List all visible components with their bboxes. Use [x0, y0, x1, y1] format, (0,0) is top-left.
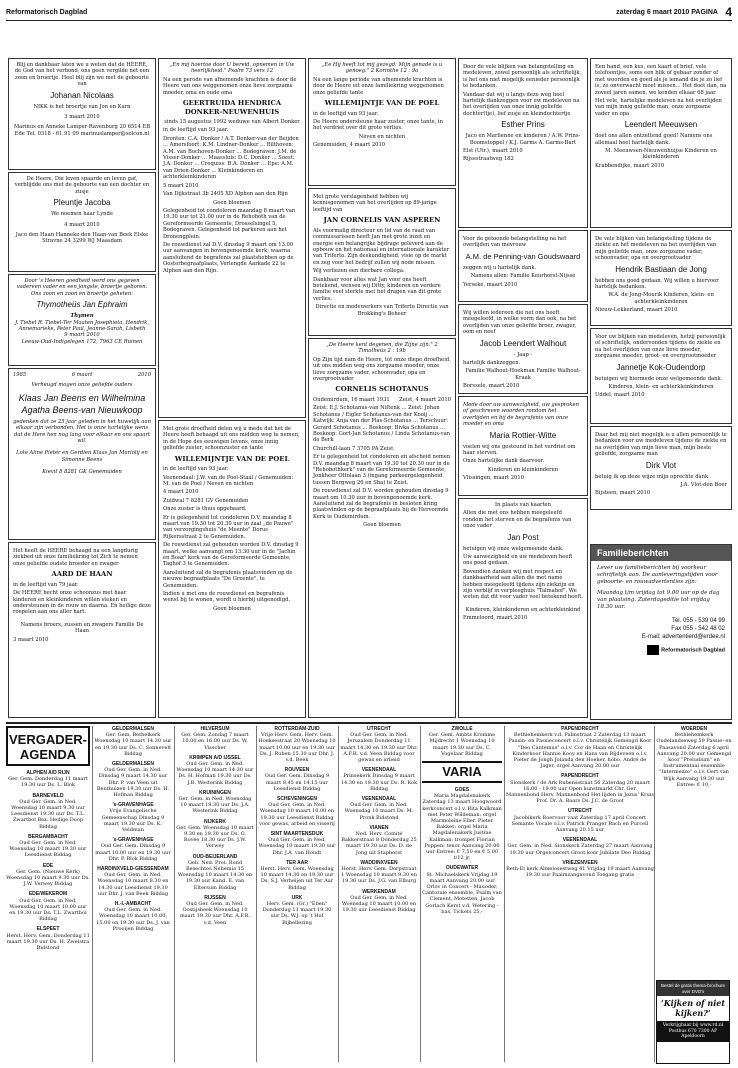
- familieberichten-times: Maandag t/m vrijdag tot 9.00 uur op de dag van plaatsing. Zaterdageditie tot vrijdag 18.30 uur.: [597, 590, 720, 610]
- agenda-entry: [340, 825, 418, 856]
- column-rule: [504, 726, 505, 1062]
- agenda-entry-place: UTRECHT: [568, 808, 592, 815]
- agenda-entry-details: Geb. Ned. Prot. Bond Besechtes Nehemia 15 Woensdag 10 maart 14.30 en 19.30 uur Kand. E. van Eltersum Biddag: [177, 859, 253, 891]
- agenda-entry-place: VRIEZENVEEN: [562, 859, 598, 866]
- page-number: 4: [725, 5, 732, 19]
- agenda-entry-details: Ger. Gem. Bethelkerk Woensdag 10 maart 14.30 uur en 19.30 uur Ds. C. Sonnevelt Biddag: [94, 732, 172, 757]
- agenda-entry: [258, 767, 336, 792]
- agenda-entry-place: RIJSSEN: [204, 894, 226, 901]
- thanks-ad-dirk-vlot: Daar het mij niet mogelijk is u allen persoonlijk te bedanken voor uw medeleven tijdens de ziekte en na overlijden van mijn lieve man, mijn beste geliefde, zorgzame man Dirk Vlot betuig ik op deze wijze mijn oprechte dank. J.A. Vlot-den Boer Bijsteen, maart 2010: [590, 426, 732, 510]
- agenda-entry: [176, 854, 254, 891]
- familieberichten-box: [590, 544, 732, 720]
- agenda-entry-details: Oud Ger. Gem. in Ned. Oostijsbeek Woensdag 10 maart 19.30 uur Dhr. A.F.R. v.d. Veen: [179, 901, 251, 926]
- agenda-entry-place: SINT MAARTENSDIJK: [270, 831, 324, 838]
- agenda-entry: [656, 726, 732, 788]
- column-rule: [420, 726, 421, 1062]
- agenda-entry: [94, 866, 172, 897]
- agenda-entry-details: Ger. Gem. Woensdag 10 maart 9.30 en 19.30 uur Ds. G. Bovée 18.30 uur Ds. J.W. Verwey: [176, 824, 254, 850]
- agenda-entry-details: Maria Magdalenakerk Zaterdag 13 maart Hoogwoord kerkconcert o.l.v. Rita Kalkman met Peter Wildeman: orgel Marmoleine Eller, Pieter Bakker: orgel Maria Magdalenakerk Justine Kalkman: trompet Florian Poppen: tenor Aanvang 20.00 uur Entree: € 7,50 en € 5,00 t/12 jr.: [422, 793, 502, 862]
- agenda-entry: [506, 773, 654, 804]
- agenda-entry-place: GELDERMALSEN: [112, 761, 154, 768]
- column-rule: [174, 726, 175, 1062]
- agenda-entry-place: VIANEN: [369, 824, 389, 831]
- agenda-divider: [6, 722, 732, 724]
- birth-ad-pleuntje: De Heere, Die leven spaarde en leven gaf, verblijdde ons met de geboorte van een dochter en zusje Pleuntje Jacoba We noemen haar Lynde 4 maart 2010 Jaco den Haan Hanneke den Haan-van Beek Elske Stravne 24 3299 WJ Maasdam: [8, 172, 156, 272]
- agenda-column-8: [656, 726, 732, 976]
- agenda-entry-place: WADDINXVEEN: [360, 859, 398, 866]
- agenda-entry-details: Oud Ger. Gem. in Ned. Dinsdag 9 maart 14.30 uur Dhr. P. van Veen uit Benthuizen 19.30 uur Ds. H. Hofman Biddag: [96, 767, 170, 799]
- agenda-entry-details: Herv. Gem. (Gr.) "Eben" Donderdag 11 maart 19.30 uur Ds. W.J. op 't Hof Bijbellezing: [262, 901, 332, 926]
- agenda-entry: [94, 726, 172, 757]
- agenda-entry-details: Oud Ger. Gem. in Ned. Woensdag 10 maart Ds. M. Pronk Bidstond: [344, 802, 414, 821]
- agenda-entry-place: ROTTERDAM-ZUID: [274, 726, 320, 732]
- agenda-column-7: [506, 726, 654, 1062]
- agenda-entry: [6, 793, 90, 830]
- promo-contact: Verkrijgbaar bij www.rd.nl Postbus 670 7300 AP Apeldoorn: [657, 1021, 729, 1042]
- death-ad-donker-neuwenhuis: „En mij hoertoe door U bereid, opnemen in Uw heerlijkheid." Psalm 73 vers 12 Na een perode van afnemende krachten is door de Heere van ons weggenomen onze lieve zorgzame moeder, oma en oude oma GEERTRUIDA HENDRICA DONKER-NEUWENHUIS sinds 15 augustus 1992 weduwe van Albert Donker in de leeftijd van 93 jaar. Dronten: C.A. Donker / A.T. Donker-van der Beijden ... Amersfoort: K.M. Lindner-Donker ... Bilthoven: A.M. van Bochoven-Donker ... Bodegraven: J.M. de Visser-Donker ... Maassluis: D.C. Donker ... Soest: J.A. Donker ... Croquiss: B.A. Donker ... Epe: A.M. van Drien-Donker ... Kleinkinderen en achterkleinkinderen 5 maart 2010 Van Dijkstraat 3b 2405 XD Alphen aan den Rijn Geen bloemen Gelegenheid tot condoleren maandag 8 maart van 19.30 uur tot 21.00 uur in de Rehoboth van de Gereformeerde Gemeente, Drosselsingel 5, Bodegraven. Gelegenheid tot parkeren aan het Dronengplein. De rouwdienst zal D.V. dinsdag 9 maart om 13.00 uur aanvangen in bovengenoemde kerk; waarna aansluitend de begrafenis zal plaatshebben op de Oosterbegraafplaats, Verlengde Aarkade 22 te Alphen aan den Rijn.: [158, 58, 306, 418]
- agenda-entry-place: OUD-BEIJERLAND: [192, 853, 238, 860]
- agenda-title: VERGADER-AGENDA: [6, 726, 90, 766]
- agenda-entry: [258, 796, 336, 827]
- death-ad-schotanus: „De Heere kent degenen, die Zijne zijn." 2 Timotheüs 2 : 19b Op Zijn tijd nam de Heere, tot onze diepe droefheid, uit ons midden weg ons zorgzame moeder, onze lieve zorgzame vader, schoonvader, opa en overgrootvader CORNELIS SCHOTANUS Oudemirdum, 16 maart 1931 Zeist, 4 maart 2010 Zeist: E.J. Schotanus-van Niftenk ... Zeist: Johan Schotanus / Eigler Schotanus-van der Kooij ... Katwijk: Anja van der Plas-Schotanus ... Terschuur: Gerard Schotanus ... Boskoop: Bivka Schotanus ... Boskoop: Gort-Jan Schotanus / Linda Schotanus-van de Berk Churchill-laan 7 3705 PA Zeist Er is gelegenheid tot condoleren en afscheid nemen D.V. maandag 8 maart van 19.30 tot 20.30 uur in de "Rehobothkerk" van de Gereformeerde Gemeente, Jonkheer Ottolaan 3 (ingang parkeergelegenheid tussen Bergweg 26 en Sba) te Zeist. De rouwdienst zal D.V. worden gehouden dinsdag 9 maart om 10.30 uur in bovengenoemde kerk. Aansluitend zal de begrafenis in besloten kring plaatsvinden op de begraafplaats bij de Hervormde Kerk te Oudemirdum. Geen bloemen: [308, 338, 456, 718]
- agenda-entry-details: Herst. Herv. Gem. Woensdag 10 maart 14.30 en 19.30 uur Ds. S.J. Verheijen uit Ter Aar Biddag: [260, 866, 334, 891]
- agenda-entry: [422, 865, 502, 915]
- agenda-entry-place: 's-GRAVENHAGE: [112, 802, 154, 809]
- agenda-entry-place: VARIA: [422, 761, 502, 783]
- death-ad-tante-van-de-poel: „Ee Hij heeft tot mij gezegd: Mijn genade is u genoeg." 2 Korinthe 12 : 9a Na een lange periode van afnemende krachten is door de Heere uit onze familiekring weggenomen onze geliefde tante WILLEMIJNTJE VAN DE POEL in de leeftijd van 93 jaar. De Heere ondersteune haar zuster, onze tante, in het verdriet over dit grote verlies. Neven en nichten Genemuiden, 4 maart 2010: [308, 58, 456, 186]
- agenda-entry: [506, 860, 654, 879]
- page-date: zaterdag 6 maart 2010 PAGINA: [616, 9, 718, 16]
- agenda-entry-place: BERGAMBACHT: [28, 833, 68, 840]
- agenda-entry-place: TER AAR: [285, 859, 309, 866]
- agenda-entry-place: KRIMPEN A/D IJSSEL: [189, 754, 241, 761]
- publication-name: Reformatorisch Dagblad: [6, 9, 88, 16]
- agenda-entry: [506, 837, 654, 856]
- promo-title: ‘Kijken of niet kijken?’: [660, 998, 726, 1018]
- agenda-entry-place: EDE: [42, 862, 54, 869]
- agenda-column-1: [6, 770, 90, 1062]
- agenda-entry: [176, 726, 254, 751]
- agenda-entry: [6, 834, 90, 859]
- agenda-entry-details: Oud Ger. Gem. in Ned. Woensdag 10 maart 19.30 uur Dhr. J.A. van Houdt: [258, 837, 336, 856]
- agenda-entry: [258, 860, 336, 891]
- agenda-entry: [340, 860, 418, 885]
- agenda-entry-details: Ger. Gem. Zondag 7 maart 10.00 en 16.00 uur Ds. W. Visscher: [181, 732, 249, 751]
- familieberichten-title: Familieberichten: [591, 545, 731, 561]
- agenda-entry-place: HARDINXVELD-GIESSENDAM: [97, 866, 169, 873]
- thanks-ad-meeuwsen: Een hand, een kus, een kaart of brief, vele telefoontjes, soms een blik of gebaar zonder of met woorden en goed als je iemand die je zo lief is, zo onverwacht moet missen... Het doet dan, na zoveel jaren samen, we kenden elkaar 68 jaar. Het vele, hartelijke medeleven na het overlijden van mijn innig geliefde man, onze zorgzame vader en opa Leendert Meeuwsen doet ons allen ontzettend goed! Namens ons allemaal heel hartelijk dank. M. Meeuwsen-Nieuwenhuijse Kinderen en kleinkinderen Krabbendijke, maart 2010: [590, 58, 732, 228]
- agenda-entry-place: ELSPEET: [36, 926, 60, 933]
- death-ad-van-asperen: Met grote verslagenheid hebben wij kennisgenomen van het overlijden op 89-jarige leeftijd van JAN CORNELIS VAN ASPEREN Als voormalig directeur en lid van de raad van commissarissen heeft Jan met grote inzet en energie een belangrijke bijdrage geleverd aan de opbouw en het nationaal en internationale karakter van Triferto. Zijn deskundigheid, visie op de markt en zeg voor het bedrijf zullen wij node missen. Wij verliezen een dierbare collega. Dankbaar voor alles wat Jan voor ons heeft betekend, wensen wij Ditty, kinderen en verdere familie veel sterkte met het dragen van dit grote verlies. Directie en medewerkers van Triferto Directie van Brokking's Beheer: [308, 188, 456, 336]
- agenda-entry-place: EDE/WEKEROM: [28, 891, 68, 898]
- agenda-entry: [94, 802, 172, 833]
- agenda-entry-details: Vrije Herv. Gem. Herv. Gem. Hoeksestraat 20 Woensdag 10 maart 10.00 uur en 19.30 uur Ds. J. Ruben 15.30 uur Dhr. J. v.d. Beek: [258, 732, 336, 764]
- agenda-entry-details: Oud Ger. Gem. in Ned. Woensdag 10 maart 19.30 uur Leesdienst Biddag: [9, 840, 87, 859]
- agenda-entry: [6, 891, 90, 922]
- rd-logo: Reformatorisch Dagblad: [597, 645, 725, 655]
- agenda-entry-place: NIJKERK: [204, 818, 226, 825]
- thanks-ad-kok-oudendorp: Voor uw blijken van medeleven, hetzij persoonlijk of schriftelijk, ondervonden tijdens de ziekte en na het overlijden van onze lieve moeder, zorgzame moeder, groot- en overgrootmoeder Jannetje Kok-Oudendorp betuigen wij hiermede onze welgemeende dank. Kinderen, klein- en achterkleinkinderen Uddel, maart 2010: [590, 328, 732, 424]
- agenda-entry-place: GELDERMALSEN: [112, 726, 154, 732]
- thanks-ad-de-jong: De vele blijken van belangstelling tijdens de ziekte en het medeleven na het overlijden van mijn geliefde man, onze zorgzame vader, schoonvader, opa en overgrootvader Hendrik Bastiaan de Jong hebben ons goed gedaan. Wij willen u hiervoor hartelijk bedanken. W.A. de Jong-Mourik Kinderen, klein- en achterkleinkinderen Nieuw-Lekkerland, maart 2010: [590, 230, 732, 326]
- familieberichten-text: Lever uw familieberichten bij voorkeur schriftelijk aan. De aanleveringstijden voor geboorte- en rouwadvertenties zijn:: [597, 565, 718, 585]
- agenda-entry-place: OUDEWATER: [445, 865, 479, 872]
- thanks-ad-rottier-witte: Mede door uw aanwezigheid, uw gesproken of geschreven woorden rondom het overlijden en bij de begrafenis van onze moeder en oma Maria Rottier-Witte voelen wij ons gesteund in het verdriet om haar sterven. Onze hartelijke dank daarvoor. Kinderen en kleinkinderen Vlissingen, maart 2010: [458, 396, 588, 496]
- agenda-entry-details: Oud Ger. Gem. in Ned. Woensdag 10 maart 10.00 en 19.30 uur Leesdienst Biddag: [341, 894, 417, 914]
- varia-heading: [422, 761, 502, 783]
- agenda-entry-place: 's-GRAVENHAGE: [112, 837, 154, 844]
- agenda-entry-details: Ger. Gem. in Ned. Sionskerk Zaterdag 27 maart Aanvang 19.30 uur Orgelconcert Groot koor Jubilate Deo Biddag: [507, 843, 653, 856]
- column-rule: [338, 726, 339, 1062]
- agenda-entry-place: PAPENDRECHT: [561, 773, 599, 780]
- agenda-entry: [94, 837, 172, 862]
- agenda-entry-details: Jacobikerk Boervoor vaat Zaterdag 17 april Concert Semante Vocale o.l.v. Patrick Pranger Bach en Purcell Aanvang 20.15 uur: [511, 814, 649, 834]
- agenda-entry: [340, 726, 418, 763]
- agenda-entry-place: HILVERSUM: [200, 726, 230, 732]
- agenda-entry-place: H.-I.-AMBACHT: [114, 901, 152, 908]
- promo-heading: Bestel de gratis thema-brochure over DVD's: [657, 981, 729, 996]
- agenda-entry-place: UTRECHT: [367, 726, 391, 732]
- agenda-entry-details: Bethlehemkerk v.d. Palmstraat 2 Zaterdag 13 maart Paasin- en Passieconcert o.l.v. Christelijk Gemengd Koor "Deo Cantemus" o.l.v. Cor de Haan en Christelijk Kinderkoor Hannie Kooy en Hans van Bijdeveen o.l.v. Pieter de Jongh Jolanda den Hoeker, hobo, André de Jager, orgel Aanvang 20.00 uur: [508, 732, 652, 770]
- agenda-entry-details: Oud Ger. Gem. in Ned. Woensdag 10 maart 10.00 uur en 19.30 uur Ds. T.L. Zwartbol Biddag: [9, 897, 87, 923]
- thanks-ad-esther-prins: Door de vele blijken van belangstelling en medeleven, zowel persoonlijk als schriftelijk, is het ons niet mogelijk eenieder persoonlijk te bedanken. Vandaar dat wij u langs deze weg heel hartelijk dankzeggen voor uw medeleven na het overlijden van onze innig geliefde dochter(tje), lief zusje en kleindochtertje Esther Prins Jaco en Marlienne en kinderen / A.W. Prins-Boomstoppel / K.J. Garms A. Garms-Bart Elst (Utr.), maart 2010 Rijsestraatweg 182: [458, 58, 588, 228]
- agenda-entry-details: Herst. Herv. Gem. Donderdag 11 maart 19.30 uur Ds. H. Zweistra Bidstond: [6, 932, 90, 952]
- birth-ad-johanan: Blij en dankbaar laten we u weten dat de HEERE, de God van het verbond, ons geen vergilde net een zoon en broertje. Heel blij zijn we met de geboorte van Johanan Nicolaas NIKK is het broertje van Jon en Karn 3 maart 2010 Marinus en Anneke Lamper-Ravenburg 20 6514 EB Ede Tel. 0318 - 61 91 09 marinuslamper@solcon.nl: [8, 58, 156, 170]
- column-rule: [654, 726, 655, 1062]
- anniversary-ad-beens: 1985 6 maart 2010 Verheugd mogen onze geliefde ouders Klaas Jan Beens en Wilhelmina Agatha Beens-van Nieuwkoop gedenken dat ze 25 jaar geleden in het huwelijk aan elkaar zijn verbonden. Het is onze hartelijke wens dat de Here hen nog lang voor elkaar en ons spaart wil. Lote Aline Pieter en Gerdien Klaas Jan Mariolij en Simonne Beens Kievit 8 8281 GK Genemuiden: [8, 368, 156, 540]
- agenda-entry-place: SCHEVENINGEN: [276, 796, 317, 803]
- agenda-entry: [258, 831, 336, 856]
- agenda-entry-place: VEENENDAAL: [361, 767, 397, 774]
- fax-number: Fax 055 - 542 48 02: [671, 626, 725, 632]
- phone-number: Tel. 055 - 539 04 99: [671, 618, 725, 624]
- agenda-entry-place: WOERDEN: [680, 726, 708, 732]
- agenda-column-5: [340, 726, 418, 1062]
- agenda-entry-details: Herst. Herv. Gem. Dorpstraat 1 Woensdag 10 maart 9.30 en 19.30 uur Ds. J.G. van Elburg: [341, 866, 417, 885]
- agenda-entry-details: Ger. Gem. Ambtz Kromme Mijdrecht 1 Woensdag 10 maart 19.30 uur Ds. C. Vogelaar Biddag: [428, 732, 496, 757]
- agenda-entry-place: BARNEVELD: [32, 792, 64, 799]
- agenda-column-3: [176, 726, 254, 1062]
- agenda-entry: [94, 761, 172, 798]
- agenda-entry: [176, 790, 254, 815]
- agenda-entry-details: Oud Ger. Gem. in Ned. Woensdag 10 maart 9.30 uur Leesdienst 19.30 uur Ds. T.L. Zwartbol Bez. Heilige Doop Biddag: [10, 798, 86, 830]
- agenda-entry-details: Beth-El kerk Almelosestweg 41 Vrijdag 19 maart Aanvang 19.30 uur Paalmzangavond Toegang gratis: [506, 866, 654, 879]
- agenda-entry-details: Ger. Gem. Donderdag 11 maart 19.30 uur Ds. L. Blok: [8, 776, 88, 789]
- agenda-entry: [6, 770, 90, 789]
- agenda-entry-details: Sionskerk / de Ark Rubensstraat 56 Zaterdag 20 maart 16.00 - 19.00 uur Open kunstmarkt Chr. Ger. Mannenbond Herv. Mannenbond Het lijden in Jezus' Kruis Prof. Dr. A. Baars Ds. J.C. de Groot: [506, 779, 654, 805]
- thanks-ad-de-penning: Voor de getoonde belangstelling na het overlijden van mevrouw A.M. de Penning-van Goudswaard zeggen wij u hartelijk dank. Namens allen: Familie Keurhorst-Nijsse Yerseke, maart 2010: [458, 230, 588, 302]
- agenda-entry-place: VEENENDAAL: [361, 796, 397, 803]
- agenda-entry-place: URK: [291, 894, 303, 901]
- agenda-entry-details: Oud Ger. Gem. in Ned. Woensdag 10 maart 10.00, 15.00 en 19.30 uur Ds. J. van Prooijen Biddag: [96, 907, 170, 932]
- agenda-entry: [258, 726, 336, 763]
- agenda-entry: [340, 767, 418, 792]
- agenda-entry: [340, 889, 418, 914]
- agenda-entry-place: ROUVEEN: [284, 767, 310, 774]
- agenda-entry: [94, 901, 172, 932]
- agenda-entry-details: Ger. Gem. in Ned. Woensdag 10 maart 19.30 uur Ds. J.A. Westerink Biddag: [178, 796, 252, 815]
- agenda-entry-place: GOES: [454, 787, 470, 794]
- agenda-entry: [176, 895, 254, 926]
- thanks-ad-walhout: Wij willen iedereen die net ons heeft meegeleefd, in welke vorm dan ook, na het overlijden van onze geliefde broer, zwager, oom en neef Jacob Leendert Walhout - Jaap - hartelijk dankzeggen. Familie Walhout-Hoekman Familie Walhout-Kraak Borssele, maart 2010: [458, 304, 588, 394]
- agenda-entry-details: Oud Ger. Gem. in Ned. Jeruzalem Donderdag 11 maart 14.30 en 19.30 uur Dhr. A.F.R. v.d. Veen Biddag voor gewas en arbeid: [340, 732, 418, 764]
- page-header: [6, 6, 732, 21]
- agenda-entry: [6, 863, 90, 888]
- agenda-entry-place: WERKENDAM: [362, 888, 396, 895]
- agenda-entry: [258, 895, 336, 926]
- agenda-entry-details: Ger. Gem. (Nieuwe Kerk) Woensdag 10 maart 9.30 uur Ds. J.W. Verwey Biddag: [6, 868, 90, 888]
- column-rule: [92, 726, 93, 1062]
- agenda-entry-place: ALPHEN A/D RIJN: [26, 770, 70, 776]
- agenda-entry: [340, 796, 418, 821]
- agenda-entry-place: KRUININGEN: [199, 789, 231, 796]
- death-ad-van-de-poel: Met grote droefheid delen wij u mede dat het de Heere heeft behaagd uit ons midden weg te nemen, in de Hope des eeuwigen levens, onze innig geliefde zuster, schoonzuster en tante WILLEMIJNTJE VAN DE POEL in de leeftijd van 93 jaar. Veenendaal: J.W. van de Poel-Staal / Genemuiden: M. van de Poel / Neven en nichten 4 maart 2010 Zuidwal 7 8281 GV Genemuiden Onze zuster is thuis opgebaard. Er is gelegenheid tot condoleren D.V. maandag 8 maart van 19.30 tot 20.30 uur in zaal „de Pauwe" van verzorgingshuis "de Meente" Dorus Rijkersstraat 2 te Genemuiden. De rouwdienst zal gehouden worden D.V. dinsdag 9 maart, welke aanvangt om 13.30 uur in de "Jachin en Boaz" kerk van de Gereformeerde Gemeente, Taghof 3 te Genemuiden. Aansluitend zal de begrafenis plaatsvinden op de nieuwe begraafplaats "De Greente", te Genemuiden. Indien u met ons de rouwdienst en begrafenis wenst bij te wonen, wordt u hierbij uitgenodigd. Geen bloemen: [158, 420, 306, 718]
- email-address[interactable]: E-mail: advertentierd@erdee.nl: [641, 634, 725, 640]
- agenda-entry: [422, 787, 502, 861]
- agenda-entry-details: Oud Ger. Gem. in Ned. Woensdag 10 maart 14.30 uur Ds. H. Hofman 19.30 uur Ds. J.B. Westerink Biddag: [176, 761, 254, 786]
- agenda-entry-place: PAPENDRECHT: [561, 726, 599, 732]
- column-rule: [256, 726, 257, 1062]
- agenda-entry-details: Oud Ger. Gem. in Ned. Woensdag 10 maart 8.30 en 14.30 uur Leesdienst 19.30 uur Dhr. J. van Beek Biddag: [97, 872, 169, 897]
- agenda-entry: [422, 726, 502, 757]
- agenda-column-2: [94, 726, 172, 1062]
- agenda-entry: [6, 926, 90, 951]
- agenda-column-6: [422, 726, 502, 1062]
- brochure-promo[interactable]: [656, 980, 730, 1064]
- agenda-entry: [506, 808, 654, 833]
- rd-logo-mark-icon: [647, 645, 659, 655]
- agenda-entry-details: Vrije Evangelische Gemeenschap Dinsdag 9 maart 19.30 uur Ds. K. Veldman: [101, 808, 165, 834]
- agenda-entry-details: Prinsekerk Dinsdag 9 maart 14.30 en 19.30 uur Ds. R. Kok Biddag: [340, 773, 418, 792]
- agenda-entry-place: ZWOLLE: [451, 726, 473, 732]
- agenda-entry: [506, 726, 654, 769]
- agenda-entry-details: Bethlehemkerk Oudelandseweg 59 Passie- en Paasavond Zaterdag 6 april Aanvang 20.00 uur Gemengd koor "Preludium" en Instrumentaal ensemble "Intermezzo" o.l.v. Gert van Wijk Aanvang 19.30 uur Entree: € 10,-: [656, 732, 732, 788]
- agenda-entry-details: St. Michaelskerk Vrijdag 19 maart Aanvang 20.00 uur Orlov in Concert - Mauoder, Cantorale ensemble, Psalm van Clement, Motetten, Jacob Gorlach Kerst v.d. Wetering - bas, Tickets 25,-: [422, 871, 502, 915]
- agenda-entry-details: Oud Ger. Gem. in Ned. Woensdag 10 maart 10.00 en 19.30 uur Leesdienst Biddag voor gewas, arbeid en visserij: [259, 802, 335, 827]
- agenda-entry-details: Ned. Herv. Comité Bakkerstraat 8 Donderdag 25 maart 19.30 uur Ds. D. de Jong uit Staphorst: [341, 831, 417, 856]
- agenda-entry-details: Oud Ger. Gem. Dinsdag 9 maart 10.00 uur en 19.30 uur Dhr. P. Blok Biddag: [95, 843, 171, 862]
- death-ad-aard-de-haan: Het heeft de HEERE behaagd na een langdurig ziekbed uit onze familiekring tot Zich te nemen onze geliefde oudste broeder en zwager AARD DE HAAN in de leeftijd van 79 jaar. De HEERE hecht onze schoonzus met haar kinderen en kleinkinderen willen steken en ondersteunen in de rouw en daarna. En heilige deze roepelen aan ons aller hart. Namens broers, zussen en zwagers Familie De Haan 3 maart 2010: [8, 542, 156, 718]
- thanks-ad-jan-post: In plaats van kaarten Allen die met ons hebben meegeleefd rondom het sterven en de begrafenis van onze vader Jan Post betuigen wij onze welgemeende dank. Uw aanwezigheid en uw medeleven heeft ons goed gedaan. Bovendien danken wij met respect en dankbaarheid aan allen die met name hebben meegeleefd tijdens zijn ziekzijn en zijn verblijf in verpleeghuis "Talmahof". We weten dat dit voor vader veel betekend heeft. Kinderen, kleinkinderen en achterkleinkind Emmeloord, maart 2010: [458, 498, 588, 718]
- birth-ad-thymen: Door 's Heeren goedheid werd ons gegeven vadereen vader en een jongste, broertje geboren. Ons zoon en zoon en broertje geheten: Thymotheüs Jan Ephraim Thymen J. Tiebel R. Tiebel-Ter Maaten Josephieta, Hendrik, Annemarieke, Peter Paul, Jeanne-Sarah, Lisbeth 9 maart 2010 Leeuw-Oud-Indigelegen 172, 7963 CE Ruinen: [8, 274, 156, 366]
- agenda-entry: [176, 819, 254, 850]
- agenda-entry-place: VEENENDAAL: [562, 837, 598, 844]
- agenda-entry: [176, 755, 254, 786]
- agenda-entry-details: Oud Ger. Gem. Dinsdag 9 maart 8.45 en 14.15 uur Leesdienst Biddag: [264, 773, 330, 792]
- agenda-column-4: [258, 726, 336, 1062]
- newspaper-page: [6, 6, 732, 1062]
